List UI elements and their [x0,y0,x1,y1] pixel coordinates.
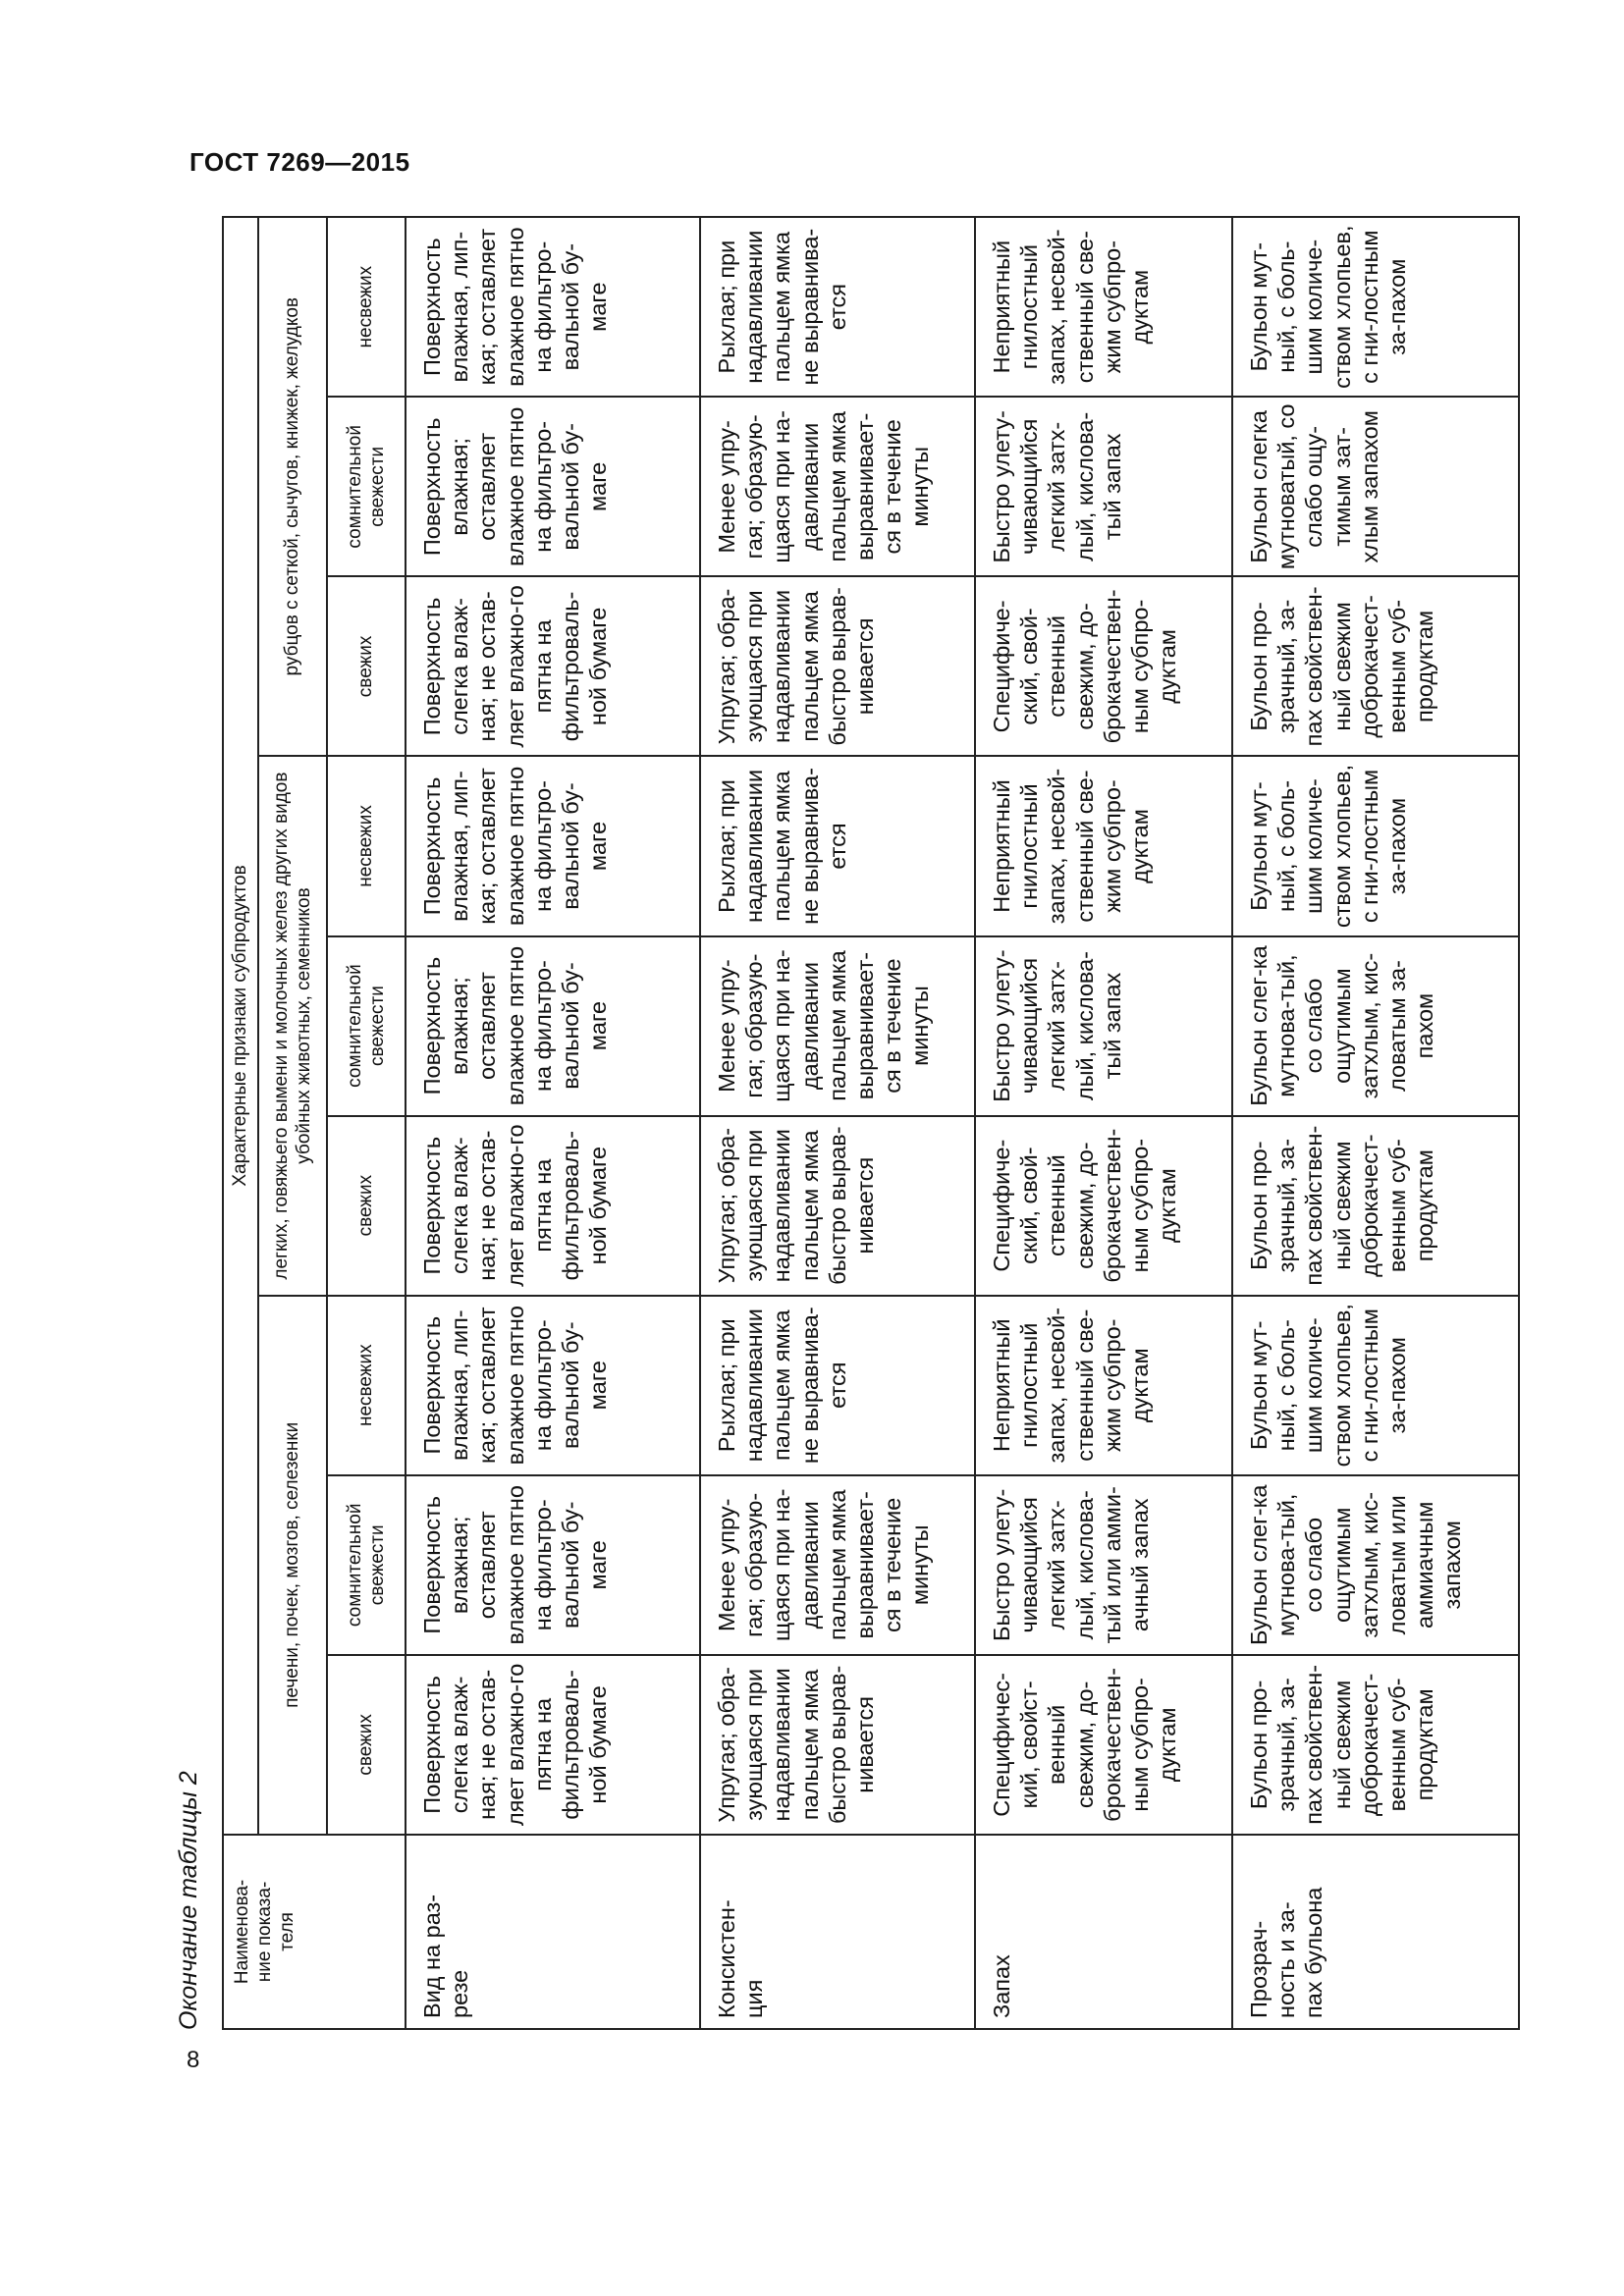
subheader-1-1: свежих [327,1655,406,1835]
subheader-3-3: несвежих [327,217,406,397]
table-cell: Поверхность влажная; оставляет влажное пятно на фильтро-вальной бу-маге [406,936,700,1116]
table-cell: Неприятный гнилостный запах, несвой-ственный све-жим субпро-дуктам [975,756,1232,935]
table-cell: Неприятный гнилостный запах, несвой-ственный све-жим субпро-дуктам [975,217,1232,397]
table-cell: Поверхность слегка влаж-ная; не остав-ляет влажно-го пятна на фильтроваль-ной бумаге [406,1116,700,1296]
table-cell: Упругая; обра-зующаяся при надавливании пальцем ямка быстро вырав-нивается [700,1655,975,1835]
table-cell: Быстро улету-чивающийся легкий затх-лый, кислова-тый или амми-ачный запах [975,1475,1232,1655]
header-main: Характерные признаки субпродуктов [223,217,258,1835]
group-header-3: рубцов с сеткой, сычугов, книжек, желудков [258,217,327,756]
group-header-2: легких, говяжьего вымени и молочных желез других видов убойных животных, семенников [258,756,327,1295]
row-name: Вид на раз- резе [406,1835,700,2029]
table-cell: Бульон про-зрачный, за-пах свойствен-ный свежим доброкачест-венным суб-продуктам [1232,576,1519,756]
table-cell: Специфичес-кий, свойст-венный свежим, до-брокачествен-ным субпро-дуктам [975,1655,1232,1835]
subheader-3-1: свежих [327,576,406,756]
table-cell: Быстро улету-чивающийся легкий затх-лый, кислова-тый запах [975,397,1232,576]
table-cell: Рыхлая; при надавливании пальцем ямка не выравнива-ется [700,756,975,935]
table-cell: Бульон про-зрачный, за-пах свойствен-ный свежим доброкачест-венным суб-продуктам [1232,1116,1519,1296]
table-cell: Бульон мут-ный, с боль-шим количе-ством хлопьев, с гни-лостным за-пахом [1232,217,1519,397]
subheader-2-1: свежих [327,1116,406,1296]
properties-table [222,216,1520,2030]
table-cell: Поверхность слегка влаж-ная; не остав-ляет влажно-го пятна на фильтроваль-ной бумаге [406,1655,700,1835]
subheader-2-3: несвежих [327,756,406,935]
table-row [975,217,1232,2029]
table-cell: Специфиче-ский, свой-ственный свежим, до-брокачествен-ным субпро-дуктам [975,1116,1232,1296]
table-cell: Неприятный гнилостный запах, несвой-ственный све-жим субпро-дуктам [975,1296,1232,1475]
table-cell: Поверхность влажная, лип-кая; оставляет влажное пятно на фильтро-вальной бу-маге [406,1296,700,1475]
table-cell: Менее упру-гая; образую-щаяся при на-давливании пальцем ямка выравнивает-ся в течение минуты [700,397,975,576]
table-cell: Специфиче-ский, свой-ственный свежим, до-брокачествен-ным субпро-дуктам [975,576,1232,756]
table-cell: Поверхность влажная; оставляет влажное пятно на фильтро-вальной бу-маге [406,1475,700,1655]
table-caption: Окончание таблицы 2 [175,1771,202,2030]
group-header-1: печени, почек, мозгов, селезенки [258,1296,327,1835]
table-cell: Поверхность влажная; оставляет влажное пятно на фильтро-вальной бу-маге [406,397,700,576]
subheader-3-2: сомнительной свежести [327,397,406,576]
subheader-1-3: несвежих [327,1296,406,1475]
standard-number: ГОСТ 7269—2015 [189,147,410,177]
header-indicator: Наименова- ние показа- теля [223,1835,406,2029]
row-name: Консистен- ция [700,1835,975,2029]
table-cell: Бульон мут-ный, с боль-шим количе-ством хлопьев, с гни-лостным за-пахом [1232,756,1519,935]
table-row [700,217,975,2029]
table-cell: Упругая; обра-зующаяся при надавливании пальцем ямка быстро вырав-нивается [700,576,975,756]
rotated-table-area [175,216,1520,2042]
subheader-1-2: сомнительной свежести [327,1475,406,1655]
table-cell: Упругая; обра-зующаяся при надавливании пальцем ямка быстро вырав-нивается [700,1116,975,1296]
page-number: 8 [187,2047,200,2073]
table-cell: Быстро улету-чивающийся легкий затх-лый, кислова-тый запах [975,936,1232,1116]
table-cell: Менее упру-гая; образую-щаяся при на-давливании пальцем ямка выравнивает-ся в течение минуты [700,936,975,1116]
table-cell: Рыхлая; при надавливании пальцем ямка не выравнива-ется [700,1296,975,1475]
row-name: Запах [975,1835,1232,2029]
table-cell: Бульон мут-ный, с боль-шим количе-ством хлопьев, с гни-лостным за-пахом [1232,1296,1519,1475]
table-cell: Рыхлая; при надавливании пальцем ямка не выравнива-ется [700,217,975,397]
table-cell: Бульон слег-ка мутнова-тый, со слабо ощутимым затхлым, кис-ловатым или аммиачным запахом [1232,1475,1519,1655]
table-cell: Поверхность влажная, лип-кая; оставляет влажное пятно на фильтро-вальной бу-маге [406,756,700,935]
subheader-2-2: сомнительной свежести [327,936,406,1116]
table-cell: Бульон слегка мутноватый, со слабо ощу-тимым зат-хлым запахом [1232,397,1519,576]
table-row [406,217,700,2029]
row-name: Прозрач- ность и за- пах бульона [1232,1835,1519,2029]
table-cell: Менее упру-гая; образую-щаяся при на-давливании пальцем ямка выравнивает-ся в течение минуты [700,1475,975,1655]
table-cell: Бульон слег-ка мутнова-тый, со слабо ощутимым затхлым, кис-ловатым за-пахом [1232,936,1519,1116]
table-cell: Поверхность слегка влаж-ная; не остав-ляет влажно-го пятна на фильтроваль-ной бумаге [406,576,700,756]
table-row [1232,217,1519,2029]
table-cell: Бульон про-зрачный, за-пах свойствен-ный свежим доброкачест-венным суб-продуктам [1232,1655,1519,1835]
table-cell: Поверхность влажная, лип-кая; оставляет влажное пятно на фильтро-вальной бу-маге [406,217,700,397]
